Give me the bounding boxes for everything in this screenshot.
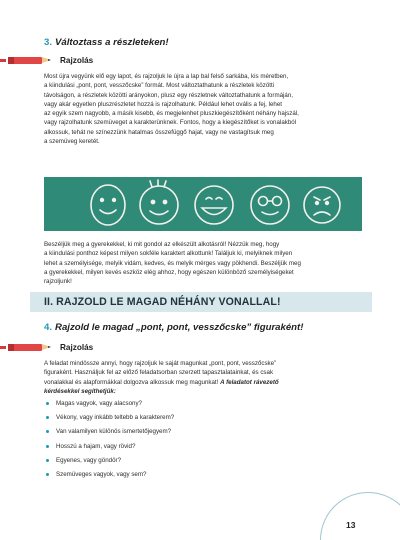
pencil-icon bbox=[8, 343, 54, 352]
drawing-tag-label: Rajzolás bbox=[60, 342, 94, 352]
list-item: Vékony, vagy inkább teltebb a karakterem? bbox=[44, 413, 344, 427]
task-3-title: Változtass a részleteken! bbox=[55, 37, 169, 48]
section-title: II. RAJZOLD LE MAGAD NÉHÁNY VONALLAL! bbox=[44, 296, 281, 308]
bullet-icon bbox=[46, 402, 49, 405]
discussion-paragraph: Beszéljük meg a gyerekekkel, ki mit gondol az elkészült alkotásról! Nézzük meg, hogy a kiindulási ponthoz képest milyen sokféle karaktert alkottunk! Találjuk ki, melyiknek milyen lehet a személyisége, melyik vidám, kedves, és melyik mérges vagy pökhendi. Beszéljük meg a gyerekekkel, milyen kevés eszköz elég ahhoz, hogy egészen különböző személyiségeket rajzoljunk! bbox=[44, 241, 301, 286]
page-number: 13 bbox=[346, 520, 356, 530]
list-item: Van valamilyen különös ismertetőjegyem? bbox=[44, 427, 344, 441]
task-4-paragraph: A feladat mindössze annyi, hogy rajzoljuk le saját magunkat „pont, pont, vesszőcske” figuraként. Használjuk fel az előző feladatsorban szerzett tapasztalatainkat, és csak vonalakkal és alapformákkal dolgozva alkossuk meg magunkat! A feladatot rávezető kérdésekkel segíthetjük: bbox=[44, 360, 279, 395]
task-4-number: 4. bbox=[44, 322, 53, 333]
bullet-icon bbox=[46, 416, 49, 419]
list-item: Egyenes, vagy göndör? bbox=[44, 456, 344, 470]
section-heading-bar bbox=[30, 292, 372, 312]
drawing-tag-label: Rajzolás bbox=[60, 55, 94, 65]
list-item: Szemüveges vagyok, vagy sem? bbox=[44, 470, 344, 484]
task-3-number: 3. bbox=[44, 37, 53, 48]
page-corner-arc bbox=[320, 492, 400, 540]
bullet-icon bbox=[46, 459, 49, 462]
intro-paragraph: Most újra vegyünk elő egy lapot, és rajzoljuk le újra a lap bal felső sarkába, kis méretben, a kiindulási „pont, pont, vesszőcske” formát. Most változtathatunk a részletek közötti távolságon, a részletek közötti arányokon, plusz egy részletnek változtathatunk a formáján, vagy akár egyetlen pluszrészletet hozzá is rajzolhatunk. Például lehet ovális a fej, lehet az egyik szem nagyobb, a másik kisebb, és megjelenhet pluszkiegészítőként néhány hajszál, vagy rajzolhatunk szemüveget a karakterünknek. Fontos, hogy a kiegészítőket is vonalakból alkossuk, tehát ne színezzünk hatalmas összefüggő hajat, vagy ne vastagítsuk meg a szemüveg keretét. bbox=[44, 73, 299, 146]
list-item: Hosszú a hajam, vagy rövid? bbox=[44, 442, 344, 456]
list-item: Magas vagyok, vagy alacsony? bbox=[44, 399, 344, 413]
task-4-title: Rajzold le magad „pont, pont, vesszőcske” figuraként! bbox=[55, 322, 304, 333]
task-3-heading bbox=[44, 37, 169, 48]
chalkboard-faces-illustration bbox=[44, 177, 362, 231]
bullet-icon bbox=[46, 430, 49, 433]
pencil-icon bbox=[8, 56, 54, 65]
drawing-tag bbox=[0, 53, 93, 67]
drawing-tag bbox=[0, 340, 93, 354]
bullet-icon bbox=[46, 445, 49, 448]
task-4-heading bbox=[44, 322, 303, 333]
guiding-questions-list bbox=[44, 399, 344, 484]
bullet-icon bbox=[46, 473, 49, 476]
